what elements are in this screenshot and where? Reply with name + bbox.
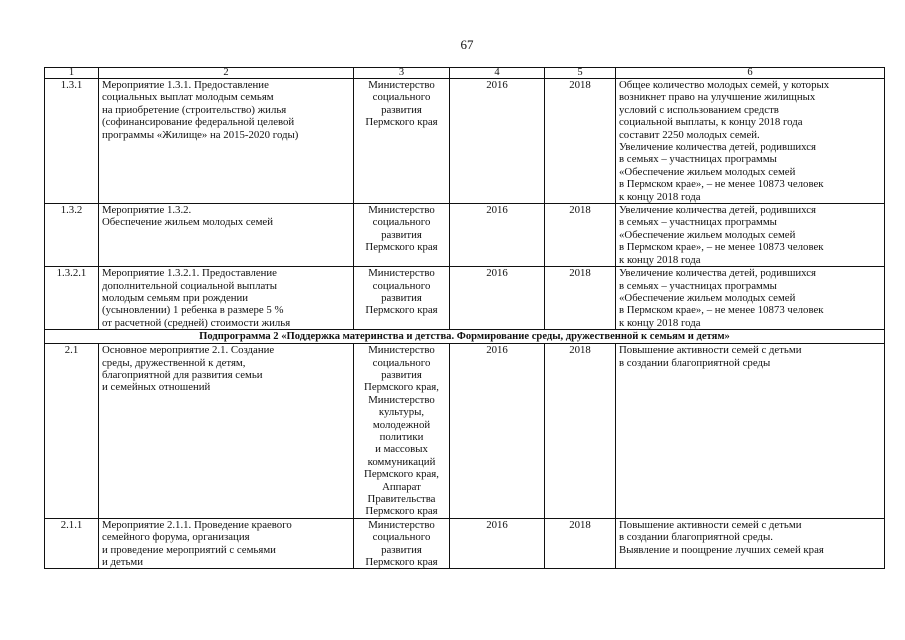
table-row — [45, 204, 885, 267]
activity-end-year: 2018 — [545, 204, 616, 267]
activity-result: Повышение активности семей с детьми в создании благоприятной среды. Выявление и поощрение лучших семей края — [616, 518, 885, 569]
table-row — [45, 344, 885, 519]
activity-name: Мероприятие 1.3.1. Предоставление социальных выплат молодым семьям на приобретение (строительство) жилья (софинансирование федеральной целевой программы «Жилище» на 2015-2020 годы) — [99, 79, 354, 204]
activity-start-year: 2016 — [450, 518, 545, 569]
activity-name: Мероприятие 2.1.1. Проведение краевого семейного форума, организация и проведение мероприятий с семьями и детьми — [99, 518, 354, 569]
table-row — [45, 267, 885, 330]
activity-result: Увеличение количества детей, родившихся в семьях – участницах программы «Обеспечение жильем молодых семей в Пермском крае», – не менее 10873 человек к концу 2018 года — [616, 267, 885, 330]
activity-start-year: 2016 — [450, 267, 545, 330]
activity-code: 2.1.1 — [45, 518, 99, 569]
activity-name: Основное мероприятие 2.1. Создание среды, дружественной к детям, благоприятной для развития семьи и семейных отношений — [99, 344, 354, 519]
activity-executor: Министерство социального развития Пермского края — [354, 267, 450, 330]
activity-code: 1.3.2.1 — [45, 267, 99, 330]
activity-end-year: 2018 — [545, 79, 616, 204]
column-number-row — [45, 68, 885, 79]
activity-result: Повышение активности семей с детьми в создании благоприятной среды — [616, 344, 885, 519]
table-row — [45, 518, 885, 569]
activity-end-year: 2018 — [545, 267, 616, 330]
activity-code: 1.3.2 — [45, 204, 99, 267]
subprogram-title: Подпрограмма 2 «Поддержка материнства и детства. Формирование среды, дружественной к семьям и детям» — [45, 330, 885, 344]
activity-start-year: 2016 — [450, 79, 545, 204]
activities-table — [44, 67, 885, 569]
activity-end-year: 2018 — [545, 344, 616, 519]
column-number: 3 — [354, 68, 450, 79]
column-number: 2 — [99, 68, 354, 79]
activity-executor: Министерство социального развития Пермского края — [354, 518, 450, 569]
activity-start-year: 2016 — [450, 344, 545, 519]
column-number: 1 — [45, 68, 99, 79]
activity-executor: Министерство социального развития Пермского края — [354, 204, 450, 267]
column-number: 5 — [545, 68, 616, 79]
page-number: 67 — [460, 37, 474, 52]
activity-executor: Министерство социального развития Пермского края — [354, 79, 450, 204]
activity-end-year: 2018 — [545, 518, 616, 569]
subprogram-row — [45, 330, 885, 344]
column-number: 4 — [450, 68, 545, 79]
activity-start-year: 2016 — [450, 204, 545, 267]
table-row — [45, 79, 885, 204]
activity-result: Общее количество молодых семей, у которых возникнет право на улучшение жилищных условий с использованием средств социальной выплаты, к концу 2018 года составит 2250 молодых семей. Увеличение количества детей, родившихся в семьях – участницах программы «Обеспечение жильем молодых семей в Пермском крае», – не менее 10873 человек к концу 2018 года — [616, 79, 885, 204]
activity-code: 2.1 — [45, 344, 99, 519]
activity-name: Мероприятие 1.3.2. Обеспечение жильем молодых семей — [99, 204, 354, 267]
activity-result: Увеличение количества детей, родившихся в семьях – участницах программы «Обеспечение жильем молодых семей в Пермском крае», – не менее 10873 человек к концу 2018 года — [616, 204, 885, 267]
activity-code: 1.3.1 — [45, 79, 99, 204]
activity-executor: Министерство социального развития Пермского края, Министерство культуры, молодежной политики и массовых коммуникаций Пермского края, Аппарат Правительства Пермского края — [354, 344, 450, 519]
column-number: 6 — [616, 68, 885, 79]
activity-name: Мероприятие 1.3.2.1. Предоставление дополнительной социальной выплаты молодым семьям при рождении (усыновлении) 1 ребенка в размере 5 % от расчетной (средней) стоимости жилья — [99, 267, 354, 330]
